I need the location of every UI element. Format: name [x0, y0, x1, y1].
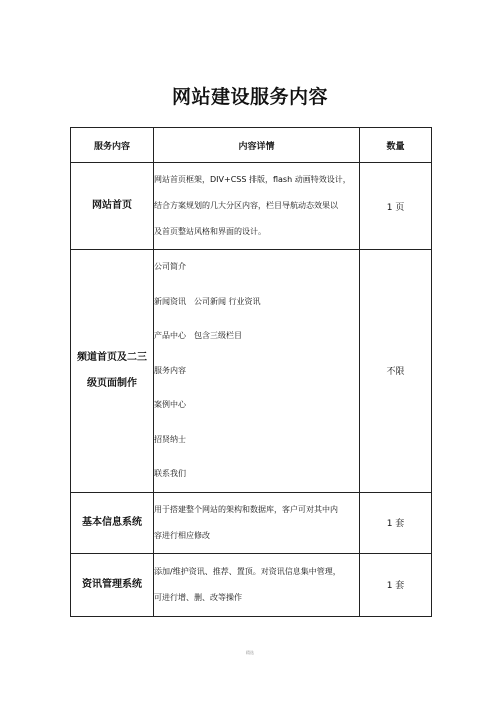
service-name: 基本信息系统 — [71, 492, 154, 553]
list-item: 招贤纳士 — [154, 434, 186, 444]
service-quantity: 1 套 — [360, 553, 432, 616]
service-quantity: 1 页 — [360, 163, 432, 250]
service-name: 网站首页 — [71, 163, 154, 250]
detail-line: 结合方案规划的几大分区内容，栏目导航动态效果以 — [154, 201, 338, 210]
list-item: 服务内容 — [154, 365, 186, 375]
table-row — [71, 163, 432, 250]
page-title: 网站建设服务内容 — [171, 86, 328, 108]
table-row — [71, 250, 432, 493]
service-detail — [154, 492, 360, 553]
detail-line: 网站首页框架，DIV+CSS 排版，flash 动画特效设计， — [154, 175, 351, 184]
service-name-line: 频道首页及二三 — [77, 351, 147, 363]
detail-line: 容进行相应修改 — [154, 530, 210, 540]
list-item: 公司简介 — [154, 262, 186, 271]
header-service: 服务内容 — [71, 128, 154, 163]
service-name — [71, 250, 154, 493]
list-item: 产品中心 包含三级栏目 — [154, 331, 242, 340]
detail-line: 可进行增、删、改等操作 — [154, 592, 242, 602]
detail-line: 添加/维护资讯、推荐、置顶。对资讯信息集中管理， — [154, 566, 341, 576]
service-detail — [154, 553, 360, 616]
header-detail: 内容详情 — [154, 128, 360, 163]
detail-line: 及首页整站风格和界面的设计。 — [154, 227, 266, 236]
service-quantity: 不限 — [360, 250, 432, 493]
list-item: 新闻资讯 公司新闻 行业资讯 — [154, 296, 261, 306]
table-row — [71, 492, 432, 553]
page-footer: 精选 — [246, 650, 254, 655]
list-item: 案例中心 — [154, 400, 186, 409]
table-row — [71, 553, 432, 616]
service-quantity: 1 套 — [360, 492, 432, 553]
detail-line: 用于搭建整个网站的架构和数据库，客户可对其中内 — [154, 504, 338, 514]
header-quantity: 数量 — [360, 128, 432, 163]
service-table — [70, 127, 432, 617]
service-detail-list — [154, 250, 360, 493]
service-name-line: 级页面制作 — [87, 377, 137, 389]
service-detail — [154, 163, 360, 250]
table-header-row — [71, 128, 432, 163]
service-name: 资讯管理系统 — [71, 553, 154, 616]
list-item: 联系我们 — [154, 469, 186, 478]
